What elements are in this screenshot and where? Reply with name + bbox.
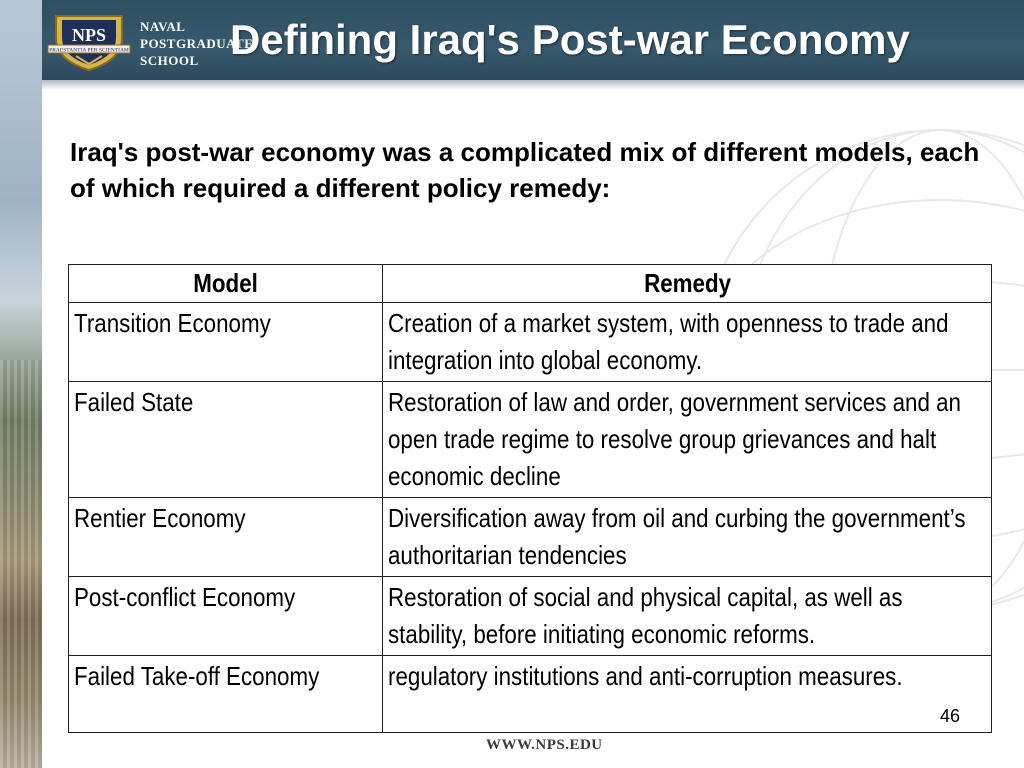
remedy-cell: regulatory institutions and anti-corruption measures. [383, 656, 992, 733]
model-cell: Failed State [69, 382, 383, 498]
intro-text: Iraq's post-war economy was a complicated mix of different models, each of which required a different policy remedy: [70, 137, 980, 203]
footer-url: WWW.NPS.EDU [486, 737, 603, 753]
page-number: 46 [940, 706, 961, 726]
model-cell: Post-conflict Economy [69, 577, 383, 656]
logo-motto: PRAESTANTIA PER SCIENTIAM [49, 47, 129, 54]
table-row [69, 303, 992, 382]
model-cell: Transition Economy [69, 303, 383, 382]
header-shadow [42, 80, 1024, 90]
table-row [69, 656, 992, 733]
slide-title: Defining Iraq's Post-war Economy [230, 16, 910, 63]
nps-crest-icon [46, 8, 132, 72]
school-name-line: SCHOOL [140, 53, 199, 68]
school-name-line: NAVAL [140, 19, 186, 34]
header-model: Model [69, 265, 383, 303]
model-cell: Rentier Economy [69, 498, 383, 577]
remedy-cell: Diversification away from oil and curbing the government’s authoritarian tendencies [383, 498, 992, 577]
table-header-row [69, 265, 992, 303]
model-cell: Failed Take-off Economy [69, 656, 383, 733]
model-remedy-table [68, 264, 992, 733]
remedy-cell: Creation of a market system, with openness to trade and integration into global economy. [383, 303, 992, 382]
school-name-line: POSTGRADUATE [140, 36, 254, 51]
logo-text: NPS [71, 25, 107, 45]
table-row [69, 577, 992, 656]
table-row [69, 498, 992, 577]
table-row [69, 382, 992, 498]
campus-photo-strip [0, 0, 42, 768]
remedy-cell: Restoration of law and order, government services and an open trade regime to resolve group grievances and halt economic decline [383, 382, 992, 498]
remedy-cell: Restoration of social and physical capital, as well as stability, before initiating economic reforms. [383, 577, 992, 656]
header-remedy: Remedy [383, 265, 992, 303]
